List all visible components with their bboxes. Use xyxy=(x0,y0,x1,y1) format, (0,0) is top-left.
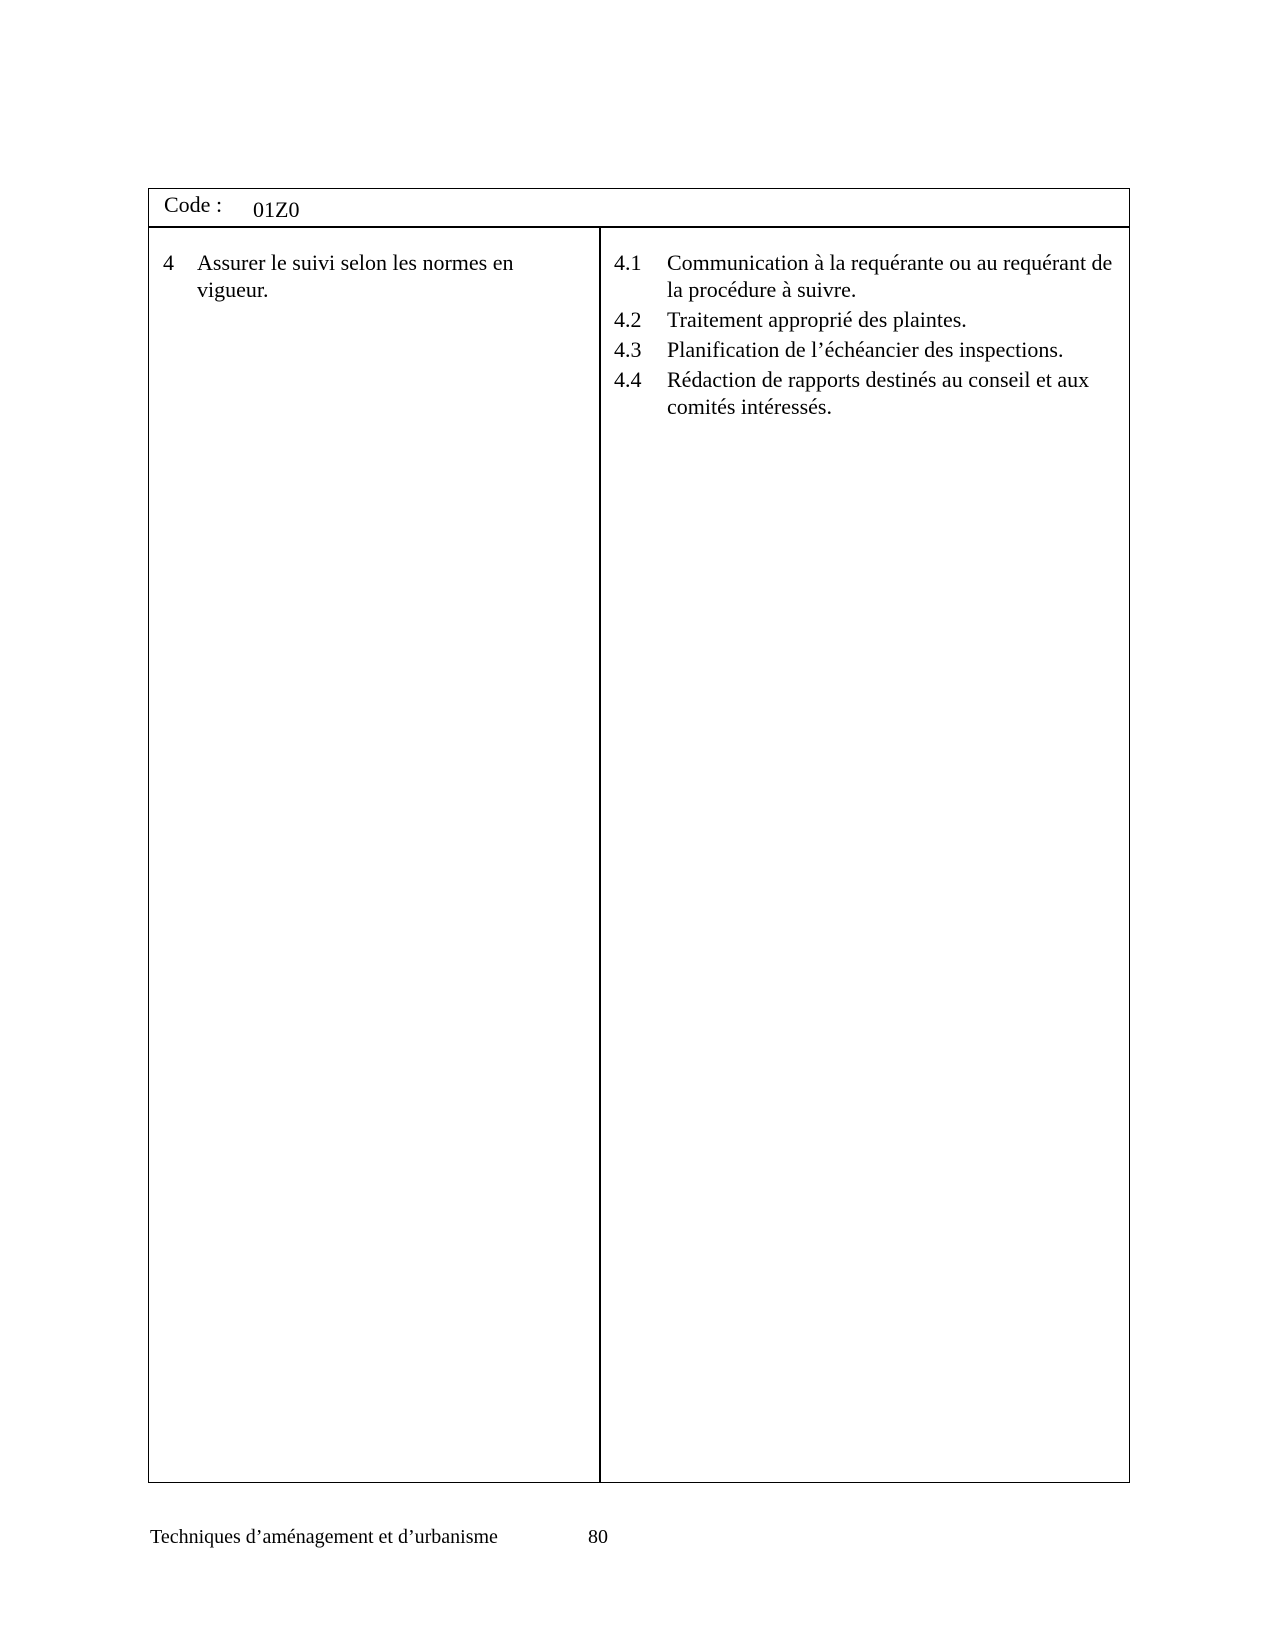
criterion-item xyxy=(614,249,1119,303)
code-row xyxy=(149,189,1129,228)
element-item xyxy=(163,249,583,303)
element-number: 4 xyxy=(163,250,174,275)
criterion-number: 4.3 xyxy=(614,337,642,362)
competency-table xyxy=(148,188,1130,1483)
criteria-column xyxy=(614,249,1119,423)
element-column xyxy=(163,249,583,306)
element-text: Assurer le suivi selon les normes en vigueur. xyxy=(197,250,514,302)
criterion-text: Planification de l’échéancier des inspections. xyxy=(667,337,1064,362)
criterion-item xyxy=(614,366,1119,420)
criterion-item xyxy=(614,306,1119,333)
code-label: Code : xyxy=(164,192,223,217)
column-divider xyxy=(599,228,601,1482)
criterion-text: Communication à la requérante ou au requérant de la procédure à suivre. xyxy=(667,250,1113,302)
footer-program-title: Techniques d’aménagement et d’urbanisme xyxy=(150,1526,498,1548)
criterion-number: 4.2 xyxy=(614,307,642,332)
criterion-text: Traitement approprié des plaintes. xyxy=(667,307,967,332)
criterion-number: 4.4 xyxy=(614,367,642,392)
criterion-item xyxy=(614,336,1119,363)
code-value: 01Z0 xyxy=(253,197,300,222)
criterion-text: Rédaction de rapports destinés au conseil et aux comités intéressés. xyxy=(667,367,1090,419)
criterion-number: 4.1 xyxy=(614,250,642,275)
footer-page-number: 80 xyxy=(588,1526,608,1548)
